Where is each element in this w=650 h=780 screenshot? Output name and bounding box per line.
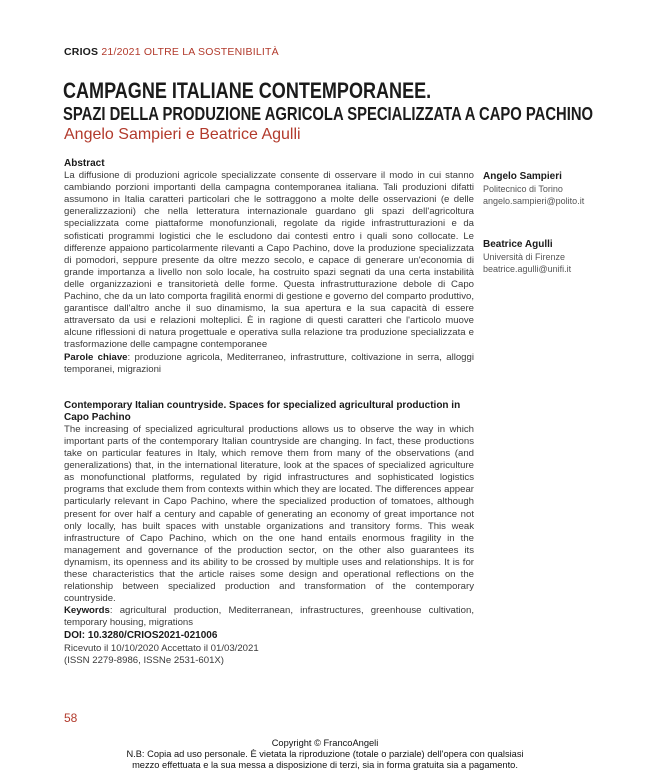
affiliation-2 (483, 239, 571, 275)
notice-line-2: mezzo effettuata e la sua messa a disposizione di terzi, sia in forma gratuita sia a pagamento. (132, 760, 518, 770)
received-accepted-dates: Ricevuto il 10/10/2020 Accettato il 01/03/2021 (64, 642, 259, 654)
abstract-text: La diffusione di produzioni agricole specializzate consente di osservare il modo in cui stanno cambiando porzioni importanti della campagna contemporanea italiana. Tali produzioni difatti assumono in Italia caratteri particolari che le sottraggono a molte delle osservazioni (e delle generalizzazioni) che nella letteratura internazionale guardano gli spazi dell'agricoltura specializzata come piattaforme monofunzionali, regolate da rigide infrastrutturazioni e da sofisticati programmi logistici che le escludono dai contesti entro i quali sono collocate. Le differenze appaiono particolarmente rilevanti a Capo Pachino, dove la produzione specializzata di pomodori, seppure presente da oltre mezzo secolo, e capace di generare un'economia di grande importanza a livello non solo locale, ha costruito spazi segnati da una certa instabilità delle organizzazioni e transitorietà delle forme. Questa infrastrutturazione debole di Capo Pachino, che da un lato comporta fragilità enormi di gestione e governo del comparto produttivo, garantisce dall'altro anche il suo dinamismo, la sua apertura e la sua capacità di essere attraversato da usi e relazioni molteplici. È in ragione di questi caratteri che l'articolo muove alcune riflessioni di natura progettuale e operativa sulla relazione tra produzione specializzata e trasformazione delle campagne contemporanee (64, 170, 474, 351)
page-number: 58 (64, 711, 78, 725)
copyright-line: Copyright © FrancoAngeli (271, 738, 379, 748)
author-name: Angelo Sampieri (483, 171, 562, 182)
running-header (64, 46, 279, 58)
author-name: Beatrice Agulli (483, 239, 553, 250)
english-keywords (64, 605, 474, 629)
abstract-heading: Abstract (64, 158, 105, 169)
author-email: angelo.sampieri@polito.it (483, 196, 585, 206)
author-email: beatrice.agulli@unifi.it (483, 264, 572, 274)
doi: DOI: 10.3280/CRIOS2021-021006 (64, 630, 218, 642)
article-title-line1: CAMPAGNE ITALIANE CONTEMPORANEE. (63, 78, 432, 103)
author-institution: Politecnico di Torino (483, 184, 563, 194)
english-title: Contemporary Italian countryside. Spaces for specialized agricultural production in Capo Pachino (64, 399, 461, 423)
keywords-label-it: Parole chiave (64, 351, 128, 363)
issue-number: 21/2021 (101, 46, 141, 58)
journal-name: CRIOS (64, 46, 99, 58)
notice-line-1: N.B: Copia ad uso personale. È vietata la riproduzione (totale o parziale) dell'opera con qualsiasi (126, 749, 524, 759)
article-title-line2: SPAZI DELLA PRODUZIONE AGRICOLA SPECIALIZZATA A CAPO PACHINO (63, 103, 594, 124)
copyright-footer (0, 738, 650, 771)
issn: (ISSN 2279-8986, ISSNe 2531-601X) (64, 654, 224, 666)
affiliation-1 (483, 171, 584, 207)
article-authors: Angelo Sampieri e Beatrice Agulli (64, 126, 301, 143)
main-column (64, 158, 474, 667)
keywords-list-it: : produzione agricola, Mediterraneo, infrastrutture, coltivazione in serra, alloggi temporanei, migrazioni (64, 351, 474, 375)
keywords-list-en: : agricultural production, Mediterranean, infrastructures, greenhouse cultivation, temporary housing, migrations (64, 605, 474, 629)
section-name: OLTRE LA SOSTENIBILITÀ (143, 46, 279, 58)
author-institution: Università di Firenze (483, 252, 566, 262)
keywords-label-en: Keywords (64, 605, 110, 617)
english-abstract-text: The increasing of specialized agricultural productions allows us to observe the way in which important parts of the contemporary Italian countryside are changing. In fact, these productions take on particular features in Italy, which remove them from many of the observations (and generalizations) that, in the international literature, look at the spaces of specialized agriculture as monofunctional platforms, regulated by rigid infrastructures and sophisticated logistics programs that exclude them from contexts within which they are located. The differences appear particularly relevant in Capo Pachino, where the specialized production of tomatoes, although present for over half a century and capable of generating an economy of great importance not only locally, has built spaces with unstable organizations and transitory forms. This weak infrastructure of Capo Pachino, which on the one hand entails enormous fragility in the management and governance of the production sector, on the other also guarantees its dynamism, its openness and its ability to be crossed by multiple uses and relationships. It is for these characteristics that the article raises some design and operational reflections on the relationship between specialized production and transformation of the contemporary countryside. (64, 423, 474, 605)
italian-keywords (64, 352, 474, 376)
